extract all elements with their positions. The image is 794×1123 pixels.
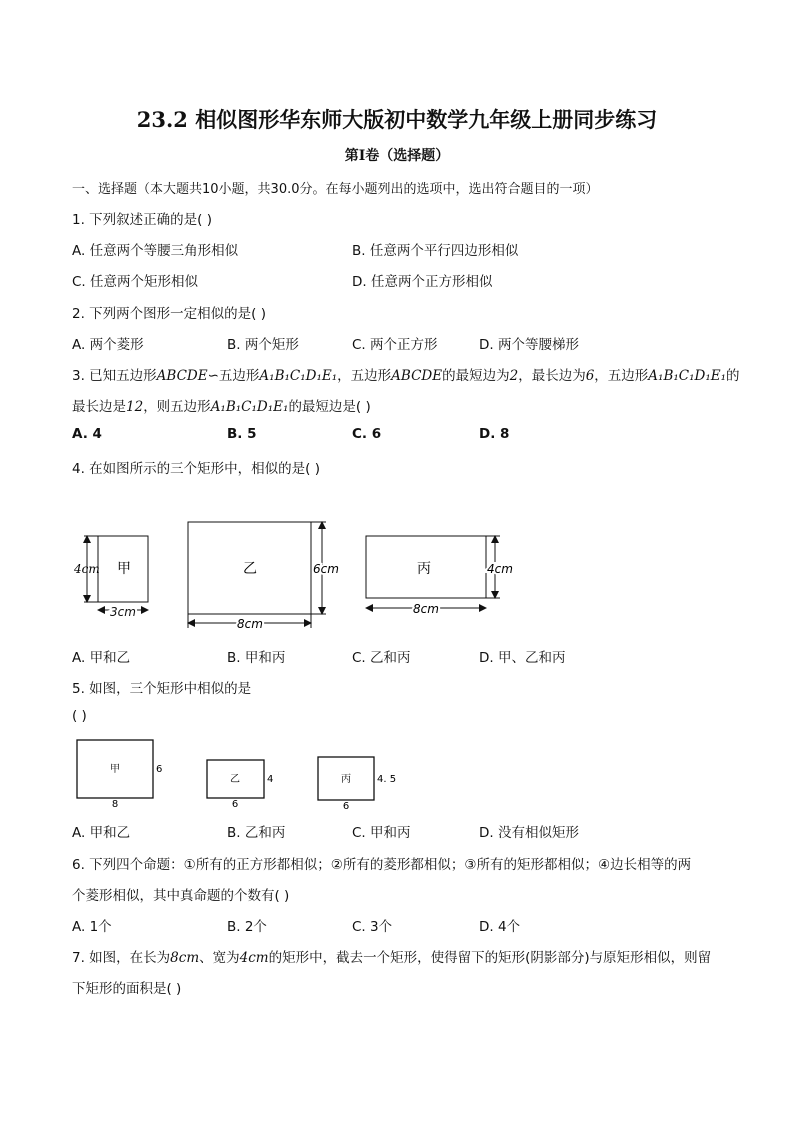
part-heading: 第I卷（选择题） — [344, 148, 450, 164]
q5-label-bing: 丙 — [341, 774, 351, 785]
q3-option-b: B. 5 — [227, 426, 257, 442]
question-5-stem: 5. 如图，三个矩形中相似的是 — [72, 681, 252, 697]
q7-text: 的矩形中，截去一个矩形，使得留下的矩形(阴影部分)与原矩形相似，则留 — [268, 950, 712, 966]
q3-text: ，五边形 — [337, 368, 392, 384]
q4-dim-bing-height: 4cm — [487, 562, 513, 576]
q5-dim-yi-height: 4 — [267, 774, 274, 785]
q4-rectangles-figure — [0, 510, 794, 640]
q5-rectangles-figure — [0, 730, 794, 810]
question-6-line-1: 6. 下列四个命题：①所有的正方形都相似；②所有的菱形都相似；③所有的矩形都相似；④边长相等的两 — [72, 857, 692, 873]
q1-option-c: C. 任意两个矩形相似 — [72, 274, 199, 290]
q4-option-b: B. 甲和丙 — [227, 650, 286, 666]
q7-text: 、宽为 — [199, 950, 240, 966]
q3-math: A₁B₁C₁D₁E₁ — [210, 399, 289, 415]
q3-text: 的 — [726, 368, 740, 384]
q5-option-d: D. 没有相似矩形 — [479, 825, 579, 841]
section-heading: 一、选择题（本大题共10小题，共30.0分。在每小题列出的选项中，选出符合题目的一项） — [72, 182, 599, 197]
q6-option-d: D. 4个 — [479, 919, 521, 935]
q3-option-d: D. 8 — [479, 426, 510, 442]
q1-option-b: B. 任意两个平行四边形相似 — [352, 243, 519, 259]
q1-option-d: D. 任意两个正方形相似 — [352, 274, 493, 290]
q5-dim-yi-width: 6 — [231, 799, 239, 810]
document-title: 23.2 相似图形华东师大版初中数学九年级上册同步练习 — [136, 107, 658, 132]
q3-text: 的最短边为 — [442, 368, 510, 384]
q4-dim-yi-height: 6cm — [313, 562, 339, 576]
question-7-line-1 — [72, 946, 711, 966]
q5-option-b: B. 乙和丙 — [227, 825, 286, 841]
question-3-line-2 — [72, 395, 371, 415]
q4-option-a: A. 甲和乙 — [72, 650, 131, 666]
question-1-stem: 1. 下列叙述正确的是( ) — [72, 212, 212, 228]
q4-label-yi: 乙 — [243, 561, 257, 577]
q5-option-c: C. 甲和丙 — [352, 825, 411, 841]
q4-label-jia: 甲 — [117, 561, 131, 577]
q3-text: 的最短边是( ) — [288, 399, 371, 415]
q2-option-b: B. 两个矩形 — [227, 337, 299, 353]
q4-dim-yi-width: 8cm — [237, 617, 263, 631]
q4-label-bing: 丙 — [417, 561, 431, 577]
q6-option-c: C. 3个 — [352, 919, 393, 935]
q3-text: ，最长边为 — [518, 368, 586, 384]
q5-label-yi: 乙 — [230, 774, 240, 785]
q2-option-c: C. 两个正方形 — [352, 337, 438, 353]
q5-label-jia: 甲 — [110, 764, 120, 775]
q5-dim-bing-height: 4. 5 — [377, 774, 397, 785]
q4-option-c: C. 乙和丙 — [352, 650, 411, 666]
q3-math: A₁B₁C₁D₁E₁ — [259, 368, 338, 384]
q7-number: 4cm — [239, 950, 269, 966]
q4-dim-bing-width: 8cm — [413, 602, 439, 616]
q3-text: ∽五边形 — [207, 368, 260, 384]
question-3-line-1 — [72, 364, 740, 384]
q6-option-a: A. 1个 — [72, 919, 112, 935]
q2-option-a: A. 两个菱形 — [72, 337, 144, 353]
q3-text: ，则五边形 — [143, 399, 211, 415]
question-5-answer-paren: ( ) — [72, 708, 87, 724]
question-6-line-2: 个菱形相似，其中真命题的个数有( ) — [72, 888, 290, 904]
q3-option-a: A. 4 — [72, 426, 102, 442]
q3-math: ABCDE — [156, 368, 208, 384]
q5-dim-jia-width: 8 — [111, 799, 119, 810]
question-2-stem: 2. 下列两个图形一定相似的是( ) — [72, 306, 266, 322]
q1-option-a: A. 任意两个等腰三角形相似 — [72, 243, 239, 259]
q6-option-b: B. 2个 — [227, 919, 267, 935]
q3-text: 最长边是 — [72, 399, 126, 415]
q3-math: A₁B₁C₁D₁E₁ — [648, 368, 727, 384]
q3-text: ，五边形 — [594, 368, 649, 384]
q3-math: ABCDE — [391, 368, 443, 384]
q7-number: 8cm — [170, 950, 200, 966]
q5-dim-bing-width: 6 — [342, 801, 350, 810]
q3-number: 12 — [126, 399, 144, 415]
q7-text: 7. 如图，在长为 — [72, 950, 171, 966]
q5-dim-jia-height: 6 — [156, 764, 163, 775]
q4-dim-jia-width: 3cm — [110, 605, 136, 619]
q3-number: 2 — [509, 368, 519, 384]
q4-dim-jia-height: 4cm — [74, 562, 100, 576]
q5-option-a: A. 甲和乙 — [72, 825, 131, 841]
question-7-line-2: 下矩形的面积是( ) — [72, 981, 182, 997]
question-4-stem: 4. 在如图所示的三个矩形中，相似的是( ) — [72, 461, 320, 477]
q3-option-c: C. 6 — [352, 426, 382, 442]
q2-option-d: D. 两个等腰梯形 — [479, 337, 579, 353]
q3-number: 6 — [585, 368, 595, 384]
q4-option-d: D. 甲、乙和丙 — [479, 650, 566, 666]
q3-text: 3. 已知五边形 — [72, 368, 157, 384]
